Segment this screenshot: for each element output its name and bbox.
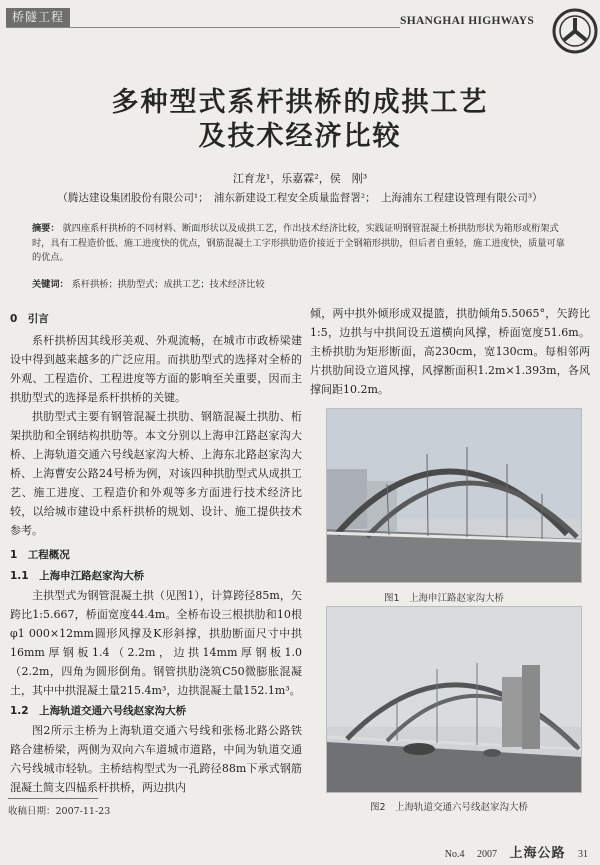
article-title-line2: 及技术经济比较 xyxy=(198,121,402,152)
authors: 江育龙¹，乐嘉霖²，侯 刚³ xyxy=(232,172,368,185)
body-right-column xyxy=(310,304,590,399)
page-footer xyxy=(435,842,588,861)
header-rule xyxy=(6,27,400,28)
body-paragraph: 图2所示主桥为上海轨道交通六号线和张杨北路公路铁路合建桥梁，两侧为双向六车道城市道路，中间为轨道交通六号线城市轻轨。主桥结构型式为一孔跨径88m下承式钢筋混凝土简支四榀系杆拱桥，两边拱内 xyxy=(10,724,302,794)
journal-logo-icon xyxy=(552,8,598,54)
bridge-photo-2 xyxy=(327,607,581,792)
figure-1-caption: 图1 上海申江路赵家沟大桥 xyxy=(384,593,505,604)
body-paragraph: 主拱型式为钢管混凝土拱（见图1），计算跨径85m，矢跨比1:5.667，桥面宽度44.4m。全桥布设三根拱肋和10根φ1 000×12mm圆形风撑及K形斜撑，拱肋断面尺寸中拱16mm厚钢板1.4（2.2m，边拱14mm厚钢板1.0（2.2m，四角为圆形倒角。钢管拱肋浇筑C50微膨胀混凝土，其中中拱混凝土量215.4m³，边拱混凝土量152.1m³。 xyxy=(10,589,302,697)
body-paragraph: 系杆拱桥因其线形美观、外观流畅，在城市市政桥梁建设中得到越来越多的广泛应用。而拱肋型式的选择对全桥的外观、工程造价、工程进度等方面的影响至关重要，因而主拱肋型式的选择是系杆拱桥的关键。 xyxy=(10,334,302,404)
footer-magazine: 上海公路 xyxy=(509,846,566,861)
section-heading: 0 引言 xyxy=(10,313,49,325)
abstract-text: 就四座系杆拱桥的不同材料、断面形状以及成拱工艺，作出技术经济比较，实践证明钢管混凝土桥拱肋形状为箱形或桁架式时，具有工程造价低、施工进度快的优点，钢筋混凝土工字形拱肋造价接近于全钢箱形拱肋，但后者自重轻，施工进度快，质量可靠的优点。 xyxy=(32,223,565,263)
body-paragraph: 拱肋型式主要有钢管混凝土拱肋、钢筋混凝土拱肋、桁架拱肋和全钢结构拱肋等。本文分别以上海申江路赵家沟大桥、上海轨道交通六号线赵家沟大桥、上海东北路赵家沟大桥、上海曹安公路24号桥为例，对该四种拱肋型式从成拱工艺、施工进度、工程造价和外观等多方面进行技术经济比较，以给城市建设中系杆拱桥的规划、设计、施工提供技术参考。 xyxy=(10,410,302,537)
journal-title: SHANGHAI HIGHWAYS xyxy=(400,15,535,27)
bridge-photo-1 xyxy=(327,409,581,582)
abstract-label: 摘要： xyxy=(32,223,60,234)
subsection-heading: 1.2 上海轨道交通六号线赵家沟大桥 xyxy=(10,705,187,717)
affiliations: （腾达建设集团股份有限公司¹； 浦东新建设工程安全质量监督署²； 上海浦东工程建设管理有限公司³） xyxy=(57,192,543,204)
footnote-rule xyxy=(8,798,98,799)
body-left-column xyxy=(10,304,302,797)
figure-2-caption: 图2 上海轨道交通六号线赵家沟大桥 xyxy=(370,802,529,813)
article-title-line1: 多种型式系杆拱桥的成拱工艺 xyxy=(111,87,489,118)
subsection-heading: 1.1 上海申江路赵家沟大桥 xyxy=(10,570,145,582)
received-date: 收稿日期：2007-11-23 xyxy=(8,806,111,817)
section-heading: 1 工程概况 xyxy=(10,549,70,561)
body-paragraph: 倾，两中拱外倾形成双提篮，拱肋倾角5.5065°，矢跨比1:5，边拱与中拱间设五道横向风撑，桥面宽度51.6m。主桥拱肋为矩形断面，高230cm，宽130cm。每相邻两片拱肋间设立道风撑，风撑断面积1.2m×1.393m，各风撑间距10.2m。 xyxy=(310,307,590,396)
footer-issue: No.4 xyxy=(444,849,465,860)
figure-2-photo xyxy=(326,606,582,793)
figure-1-photo xyxy=(326,408,582,583)
page-number: 31 xyxy=(578,849,588,860)
keywords-text: 系杆拱桥；拱肋型式；成拱工艺；技术经济比较 xyxy=(71,279,265,290)
keywords-label: 关键词： xyxy=(32,279,69,290)
abstract xyxy=(32,222,572,266)
category-tag: 桥隧工程 xyxy=(6,8,70,27)
footer-year: 2007 xyxy=(476,849,497,860)
keywords xyxy=(32,276,572,290)
